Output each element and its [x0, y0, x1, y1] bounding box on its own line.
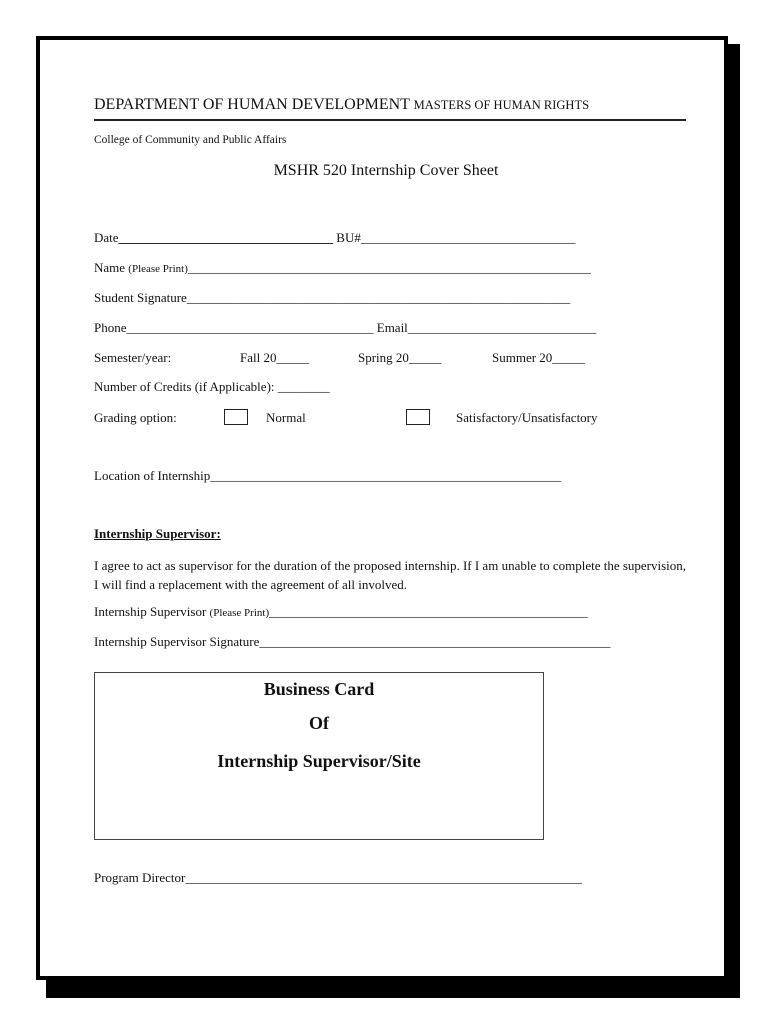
- phone-label: Phone: [94, 320, 127, 335]
- credits-field[interactable]: Number of Credits (if Applicable): ________: [94, 379, 330, 394]
- name-note: (Please Print): [128, 263, 188, 275]
- phone-field[interactable]: ______________________________________: [126, 320, 374, 335]
- satisfactory-checkbox[interactable]: [406, 409, 430, 430]
- spring-field[interactable]: Spring 20_____: [358, 350, 442, 365]
- business-card-line3: Internship Supervisor/Site: [217, 751, 421, 771]
- business-card-line2: Of: [309, 713, 329, 733]
- student-signature-field[interactable]: ___________________________________________________________: [186, 290, 571, 305]
- supervisor-signature-row: [94, 634, 610, 650]
- business-card-box[interactable]: [94, 672, 544, 840]
- student-signature-row: [94, 290, 570, 306]
- email-label: Email: [376, 320, 408, 335]
- summer-field[interactable]: Summer 20_____: [492, 350, 585, 365]
- student-signature-label: Student Signature: [94, 290, 187, 305]
- semester-label: Semester/year:: [94, 350, 172, 365]
- normal-label: Normal: [266, 410, 306, 425]
- supervisor-agreement: I agree to act as supervisor for the duration of the proposed internship. If I am unable to complete the supervision, I will find a replacement with the agreement of all involved.: [94, 558, 687, 592]
- supervisor-print-label: Internship Supervisor: [94, 604, 207, 619]
- supervisor-signature-label: Internship Supervisor Signature: [94, 634, 260, 649]
- location-label: Location of Internship: [94, 468, 211, 483]
- program-director-row: [94, 870, 582, 886]
- date-label: Date: [94, 230, 119, 245]
- date-field[interactable]: _________________________________: [118, 230, 334, 245]
- email-field[interactable]: _____________________________: [407, 320, 597, 335]
- department-header: [94, 96, 589, 114]
- date-row: [94, 230, 575, 246]
- header-rule: [94, 119, 686, 121]
- bu-field[interactable]: _________________________________: [360, 230, 576, 245]
- location-row: [94, 468, 561, 484]
- supervisor-print-field[interactable]: _________________________________________________: [269, 604, 588, 619]
- college-name: College of Community and Public Affairs: [94, 134, 287, 146]
- location-field[interactable]: ______________________________________________________: [210, 468, 562, 483]
- grading-label: Grading option:: [94, 410, 177, 425]
- program-director-label: Program Director: [94, 870, 186, 885]
- satisfactory-label: Satisfactory/Unsatisfactory: [456, 410, 598, 425]
- form-page: [36, 36, 728, 980]
- department-name: DEPARTMENT OF HUMAN DEVELOPMENT: [94, 96, 410, 113]
- program-name: MASTERS OF HUMAN RIGHTS: [413, 98, 590, 112]
- program-director-field[interactable]: _____________________________________________________________: [185, 870, 582, 885]
- business-card-line1: Business Card: [263, 679, 375, 699]
- name-row: [94, 260, 591, 276]
- name-field[interactable]: ______________________________________________________________: [187, 260, 591, 275]
- form-title: MSHR 520 Internship Cover Sheet: [273, 162, 499, 179]
- supervisor-heading: Internship Supervisor:: [94, 526, 221, 541]
- bu-label: BU#: [336, 230, 361, 245]
- supervisor-print-row: [94, 604, 588, 620]
- supervisor-print-note: (Please Print): [209, 607, 270, 619]
- name-label: Name: [94, 260, 126, 275]
- phone-email-row: [94, 320, 596, 336]
- supervisor-signature-field[interactable]: ______________________________________________________: [259, 634, 611, 649]
- normal-checkbox[interactable]: [224, 409, 248, 430]
- fall-field[interactable]: Fall 20_____: [240, 350, 309, 365]
